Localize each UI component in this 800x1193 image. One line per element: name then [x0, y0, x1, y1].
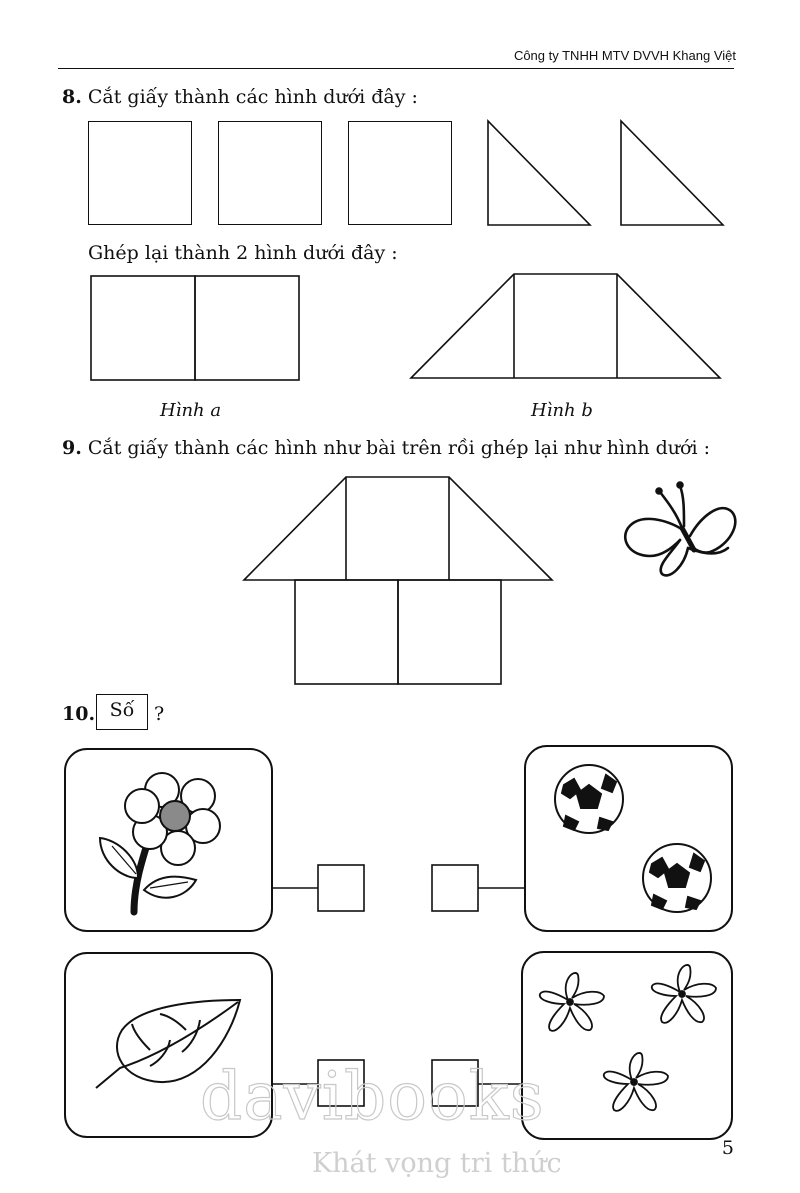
figure-b-trapezoid: [411, 274, 720, 378]
figure-a-left-square: [91, 276, 195, 380]
house-wall-left: [295, 580, 398, 684]
exercise-10-title: [62, 703, 95, 725]
soccer-ball-icon: [555, 765, 623, 833]
house-wall-right: [398, 580, 501, 684]
caption-figure-a: Hình a: [160, 400, 222, 421]
figure-a-right-square: [195, 276, 299, 380]
answer-box-flower: [318, 865, 364, 911]
watermark-slogan: Khát vọng tri thức: [312, 1148, 562, 1179]
butterfly-icon: [625, 483, 735, 576]
exercise-9-title: [62, 437, 710, 459]
house-roof: [244, 477, 552, 580]
exercise-10-number: 10.: [62, 703, 96, 725]
exercise-9-number: 9.: [62, 437, 82, 459]
question-mark: ?: [154, 703, 165, 725]
flower-icon: [100, 773, 220, 912]
number-label-box: Số: [96, 694, 148, 730]
small-flower-icon: [540, 973, 604, 1031]
exercise-9-instruction: Cắt giấy thành các hình như bài trên rồi ghép lại như hình dưới :: [87, 437, 710, 459]
answer-box-balls: [432, 865, 478, 911]
exercise-8-instruction: Cắt giấy thành các hình dưới đây :: [87, 86, 418, 108]
page-number: 5: [721, 1137, 734, 1159]
soccer-ball-icon-2: [643, 844, 711, 912]
cut-triangle-2: [621, 121, 723, 225]
exercise-8-subinstruction: Ghép lại thành 2 hình dưới đây :: [88, 242, 398, 264]
publisher-header: Công ty TNHH MTV DVVH Khang Việt: [513, 48, 736, 63]
caption-figure-b: Hình b: [531, 400, 593, 421]
small-flower-icon-3: [604, 1053, 668, 1111]
flowers-picture-frame: [522, 952, 732, 1139]
small-flower-icon-2: [652, 965, 716, 1023]
exercise-8-number: 8.: [62, 86, 82, 108]
cut-triangle-1: [488, 121, 590, 225]
watermark-brand: davibooks: [200, 1058, 545, 1135]
